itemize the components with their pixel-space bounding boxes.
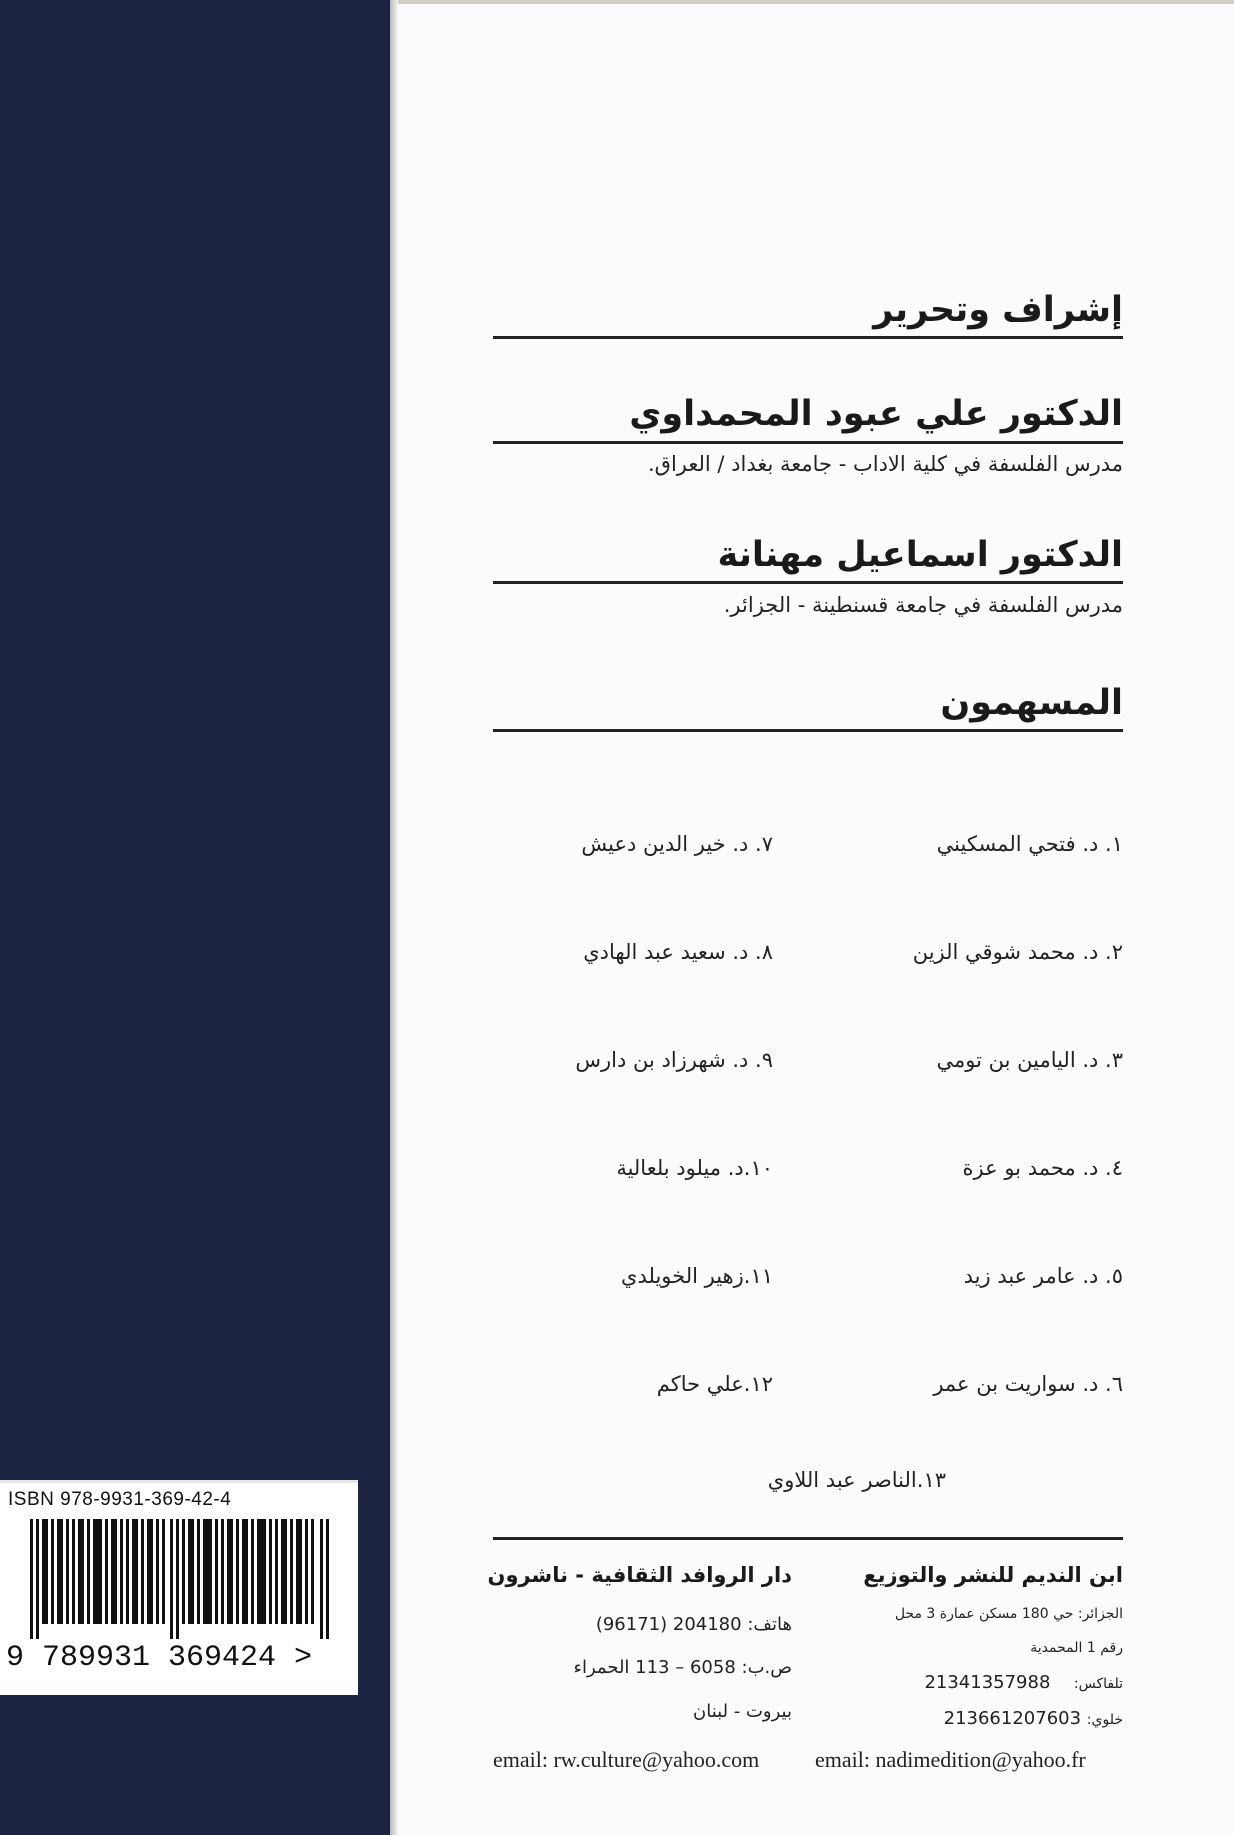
editor-1-affiliation: مدرس الفلسفة في كلية الاداب - جامعة بغداد / العراق. [647, 452, 1123, 476]
page-top-edge [398, 0, 1234, 4]
publisher-left-pobox: ص.ب: 6058 – 113 الحمراء [573, 1657, 792, 1678]
publisher-right-address2: رقم 1 المحمدية [1030, 1640, 1123, 1656]
isbn-number: ISBN 978-9931-369-42-4 [8, 1489, 232, 1510]
barcode-digits: 9 789931 369424 > [6, 1641, 313, 1675]
isbn-barcode [0, 1480, 358, 1695]
editor-2-affiliation: مدرس الفلسفة في جامعة قسنطينة - الجزائر. [723, 593, 1123, 617]
fax-label: تلفاكس: [1073, 1676, 1123, 1692]
publisher-left-phone: هاتف: 204180 (96171) [595, 1614, 792, 1635]
spine-edge [390, 0, 398, 1835]
publisher-right-name: ابن النديم للنشر والتوزيع [863, 1563, 1123, 1587]
contributor-6: ٦. د. سواريت بن عمر [933, 1372, 1123, 1396]
contributor-8: ٨. د. سعيد عبد الهادي [583, 940, 773, 964]
contributor-7: ٧. د. خير الدين دعيش [581, 832, 773, 856]
publisher-rule [493, 1537, 1123, 1540]
contributor-13: ١٣.الناصر عبد اللاوي [767, 1468, 946, 1492]
publisher-left-name: دار الروافد الثقافية - ناشرون [487, 1563, 792, 1587]
editor-2-rule [493, 581, 1123, 584]
publisher-left-city: بيروت - لبنان [693, 1701, 792, 1722]
contributor-9: ٩. د. شهرزاد بن دارس [575, 1048, 773, 1072]
mobile-number: 213661207603 [943, 1708, 1082, 1729]
contributors-heading: المسهمون [940, 683, 1123, 723]
heading-rule [493, 336, 1123, 339]
contributor-4: ٤. د. محمد بو عزة [962, 1156, 1123, 1180]
contributors-rule [493, 729, 1123, 732]
publisher-right-email[interactable]: email: nadimedition@yahoo.fr [815, 1747, 1086, 1772]
barcode-bars [30, 1519, 336, 1639]
publisher-right-fax [924, 1672, 1123, 1693]
contributor-5: ٥. د. عامر عبد زيد [963, 1264, 1123, 1288]
publisher-left-email[interactable]: email: rw.culture@yahoo.com [493, 1747, 760, 1772]
editor-1-name: الدكتور علي عبود المحمداوي [629, 394, 1123, 434]
publisher-right-address1: الجزائر: حي 180 مسكن عمارة 3 محل [894, 1606, 1123, 1622]
contributor-12: ١٢.علي حاكم [656, 1372, 773, 1396]
contributor-10: ١٠.د. ميلود بلعالية [616, 1156, 773, 1180]
publisher-right-mobile [944, 1708, 1123, 1729]
editor-1-rule [493, 441, 1123, 444]
editor-2-name: الدكتور اسماعيل مهنانة [717, 535, 1123, 575]
mobile-label: خلوي: [1086, 1712, 1123, 1728]
contributor-1: ١. د. فتحي المسكيني [936, 832, 1123, 856]
contributor-2: ٢. د. محمد شوقي الزين [912, 940, 1123, 964]
contributor-11: ١١.زهير الخويلدي [621, 1264, 773, 1288]
fax-number: 21341357988 [924, 1672, 1051, 1693]
supervision-heading: إشراف وتحرير [873, 290, 1123, 330]
contributor-3: ٣. د. اليامين بن تومي [936, 1048, 1123, 1072]
